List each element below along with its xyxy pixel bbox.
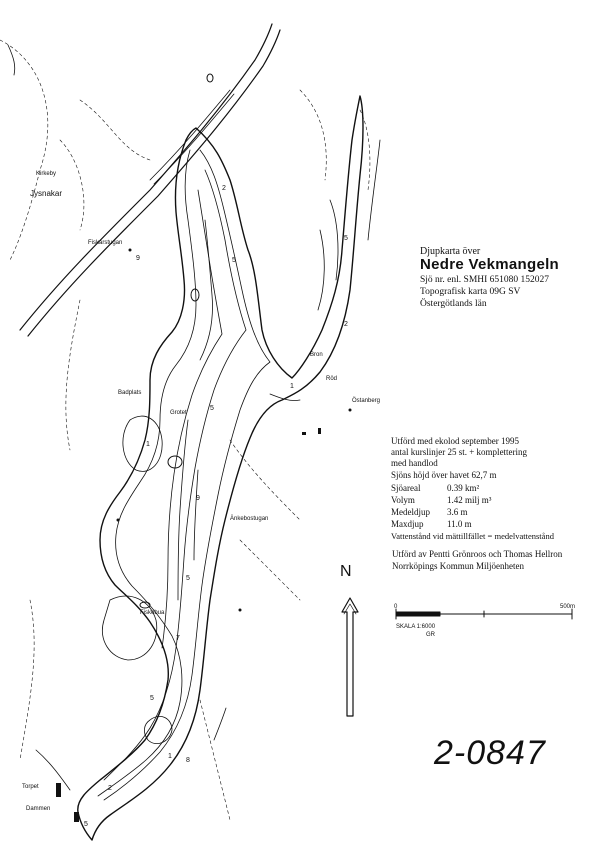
shoreline <box>78 96 363 840</box>
railway <box>150 90 234 184</box>
map-subtitle: Djupkarta över <box>420 246 481 257</box>
stat-label: Medeldjup <box>391 507 430 517</box>
county: Östergötlands län <box>420 299 487 309</box>
lake-name: Nedre Vekmangeln <box>420 256 560 273</box>
place-label-kirkeby: Kirkeby <box>36 171 57 177</box>
depth-label: 1 <box>290 383 294 390</box>
depth-label: 5 <box>84 821 88 828</box>
place-label-grotet: Grotet <box>170 410 187 416</box>
credit-line: Norrköpings Kommun Miljöenheten <box>392 561 524 571</box>
depth-label: 5 <box>344 235 348 242</box>
depth-label: 2 <box>108 785 112 792</box>
stat-label: Volym <box>391 495 415 505</box>
depth-label: 9 <box>196 495 200 502</box>
credit-line: Utförd av Pentti Grönroos och Thomas Hellron <box>392 549 563 559</box>
streams <box>8 45 380 790</box>
stat-unit: m <box>464 519 472 529</box>
depth-label: 5 <box>150 695 154 702</box>
stat-value: 3.6 <box>447 507 459 517</box>
depth-label: 1 <box>168 753 172 760</box>
depth-label: 2 <box>222 185 226 192</box>
place-label-dammen: Dammen <box>26 806 51 812</box>
depth-contours <box>98 150 338 800</box>
depth-label: 8 <box>186 757 190 764</box>
scale-sub: GR <box>426 632 435 638</box>
lake-number: Sjö nr. enl. SMHI 651080 152027 <box>420 275 550 285</box>
stat-value: 0.39 <box>447 483 463 493</box>
survey-line: antal kurslinjer 25 st. + komplettering <box>391 447 528 457</box>
stat-unit: km² <box>465 483 480 493</box>
place-labels <box>22 171 380 812</box>
water-level-note: Vattenstånd vid mättillfället = medelvattenstånd <box>391 531 554 541</box>
stat-label: Maxdjup <box>391 519 424 529</box>
place-label-fiskarstugan: Fiskarstugan <box>88 240 123 246</box>
stat-value: 11.0 <box>447 519 463 529</box>
depth-label: 5 <box>210 405 214 412</box>
scale-left-label: 0 <box>394 604 398 610</box>
place-label-jysnakar: Jysnakar <box>30 189 63 198</box>
terrain-lines <box>0 40 370 820</box>
place-label-ostanberg: Östanberg <box>352 398 381 404</box>
handwritten-stamp: 2-0847 <box>434 734 546 772</box>
survey-line: Sjöns höjd över havet 62,7 m <box>391 470 497 480</box>
place-label-torpet: Torpet <box>22 784 39 790</box>
depth-label: 2 <box>344 321 348 328</box>
stat-row <box>391 519 472 529</box>
survey-line: med handlod <box>391 458 438 468</box>
scale-bar <box>396 609 572 619</box>
north-label: N <box>340 563 352 580</box>
place-label-badplats: Badplats <box>118 390 142 396</box>
stat-label: Sjöareal <box>391 483 421 493</box>
place-label-roed: Röd <box>326 376 338 382</box>
place-label-broen: Bron <box>310 352 323 358</box>
stat-row <box>391 495 491 505</box>
stat-unit: milj m³ <box>465 495 492 505</box>
stat-unit: m <box>460 507 468 517</box>
stat-value: 1.42 <box>447 495 463 505</box>
stat-row <box>391 483 479 493</box>
depth-label: 9 <box>136 255 140 262</box>
islands <box>140 74 213 608</box>
topographic-map-ref: Topografisk karta 09G SV <box>420 287 521 297</box>
depth-label: 5 <box>186 575 190 582</box>
place-label-fiskebua: Fiskebua <box>140 610 165 616</box>
north-arrow <box>342 598 358 716</box>
stat-row <box>391 507 468 517</box>
depth-label: 7 <box>176 635 180 642</box>
place-label-andebo: Änkebostugan <box>230 516 269 522</box>
depth-label: 5 <box>232 257 236 264</box>
depth-label: 1 <box>146 441 150 448</box>
survey-line: Utförd med ekolod september 1995 <box>391 436 519 446</box>
scale-text: SKALA 1:6000 <box>396 624 436 630</box>
scale-right-label: 500m <box>560 604 576 610</box>
